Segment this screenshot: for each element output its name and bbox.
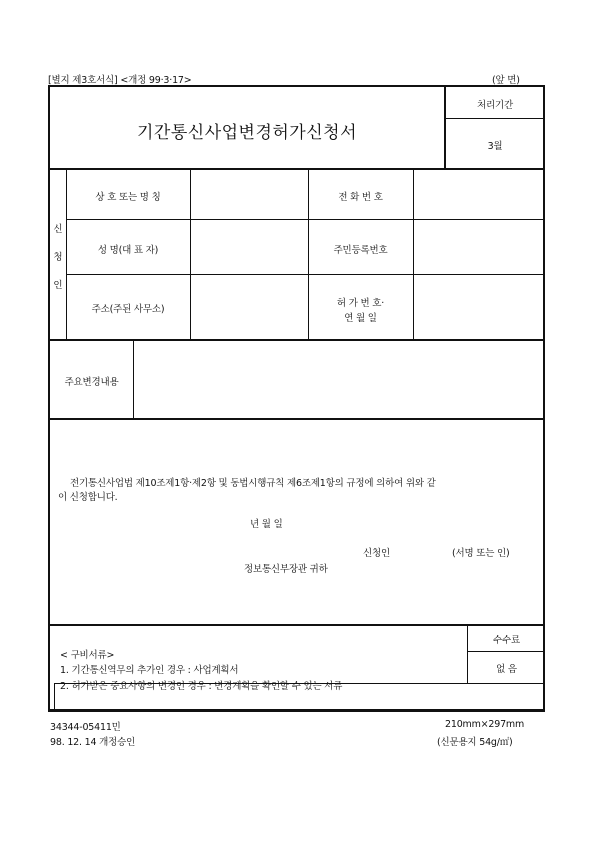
side-label: (앞 면) xyxy=(492,75,520,86)
representative-name-field[interactable] xyxy=(192,222,306,272)
address-field[interactable] xyxy=(192,277,306,337)
processing-period-label: 처리기간 xyxy=(477,100,513,111)
applicant-group-char: 신 xyxy=(53,224,63,235)
applicant-group-char: 청 xyxy=(53,252,63,263)
required-documents-title: < 구비서류> xyxy=(60,650,115,661)
main-changes-label: 주요변경내용 xyxy=(64,377,119,388)
main-changes-field[interactable] xyxy=(136,343,542,415)
applicant-signature-label: 신청인 xyxy=(363,548,390,559)
signature-placeholder[interactable]: (서명 또는 인) xyxy=(452,548,510,559)
license-number-field[interactable] xyxy=(415,277,543,337)
required-document-item: 1. 기간통신역무의 추가인 경우 : 사업계획서 xyxy=(60,665,239,676)
company-name-label: 상 호 또는 명 칭 xyxy=(95,192,161,203)
applicant-group-char: 인 xyxy=(53,280,63,291)
address-label: 주소(주된 사무소) xyxy=(91,304,165,315)
form-title: 기간통신사업변경허가신청서 xyxy=(137,123,357,143)
paper-size: 210mm×297mm xyxy=(445,719,525,730)
company-name-field[interactable] xyxy=(192,172,306,217)
declaration-text-line2: 이 신청합니다. xyxy=(58,492,118,503)
paper-type: (신문용지 54g/㎡) xyxy=(437,737,513,748)
fee-value: 없 음 xyxy=(496,664,517,675)
representative-name-label: 성 명(대 표 자) xyxy=(97,245,159,256)
fee-label: 수수료 xyxy=(493,635,520,646)
phone-number-label: 전 화 번 호 xyxy=(338,192,383,203)
resident-number-field[interactable] xyxy=(415,222,543,272)
processing-period-value: 3월 xyxy=(487,141,503,152)
declaration-text-line1: 전기통신사업법 제10조제1항·제2항 및 동법시행규칙 제6조제1항의 규정에 의하여 위와 같 xyxy=(70,478,436,489)
phone-number-field[interactable] xyxy=(415,172,543,217)
license-date-label: 연 월 일 xyxy=(344,313,377,324)
form-reference: [별지 제3호서식] <개정 99·3·17> xyxy=(48,75,192,86)
license-number-label: 허 가 번 호· xyxy=(336,298,385,309)
addressee: 정보통신부장관 귀하 xyxy=(244,564,328,575)
resident-number-label: 주민등록번호 xyxy=(333,245,388,256)
required-document-item: 2. 허가받은 중요사항의 변경인 경우 : 변경계획을 확인할 수 있는 서류 xyxy=(60,681,343,692)
approval-note: 98. 12. 14 개정승인 xyxy=(50,737,136,748)
application-date: 년 월 일 xyxy=(250,519,283,530)
form-code: 34344-05411민 xyxy=(50,722,121,733)
